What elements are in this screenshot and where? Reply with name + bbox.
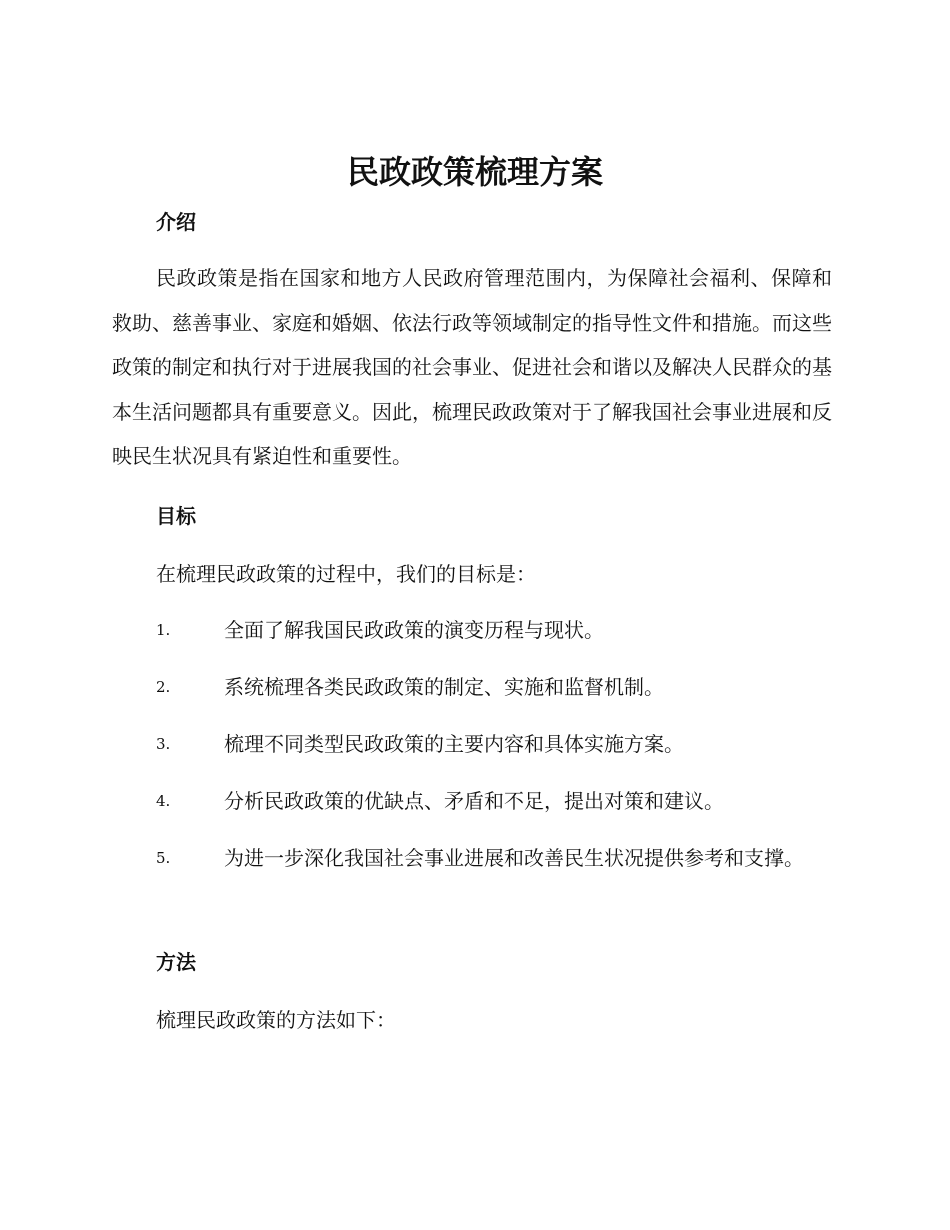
list-item [112,665,832,710]
list-item [112,608,832,653]
document-title: 民政政策梳理方案 [346,153,603,191]
section-heading-methods: 方法 [156,950,196,974]
list-item-text: 全面了解我国民政政策的演变历程与现状。 [224,618,604,642]
list-item-text: 系统梳理各类民政政策的制定、实施和监督机制。 [224,675,664,699]
section-heading-goals: 目标 [156,504,196,528]
intro-paragraph: 民政政策是指在国家和地方人民政府管理范围内，为保障社会福利、保障和救助、慈善事业、家庭和婚姻、依法行政等领域制定的指导性文件和措施。而这些政策的制定和执行对于进展我国的社会事业、促进社会和谐以及解决人民群众的基本生活问题都具有重要意义。因此，梳理民政政策对于了解我国社会事业进展和反映民生状况具有紧迫性和重要性。 [112,266,832,468]
list-item-text: 梳理不同类型民政政策的主要内容和具体实施方案。 [224,732,684,756]
goals-lead: 在梳理民政政策的过程中，我们的目标是： [156,562,536,586]
list-item-number: 4. [156,792,171,810]
list-item-text: 分析民政政策的优缺点、矛盾和不足，提出对策和建议。 [224,789,724,813]
methods-lead: 梳理民政政策的方法如下： [156,1008,396,1032]
list-item [112,836,832,881]
list-item-number: 3. [156,735,171,753]
list-item [112,722,832,767]
list-item [112,779,832,824]
list-item-number: 2. [156,678,171,696]
list-item-text: 为进一步深化我国社会事业进展和改善民生状况提供参考和支撑。 [224,846,804,870]
section-heading-intro: 介绍 [156,210,196,234]
list-item-number: 5. [156,849,171,867]
list-item-number: 1. [156,621,171,639]
